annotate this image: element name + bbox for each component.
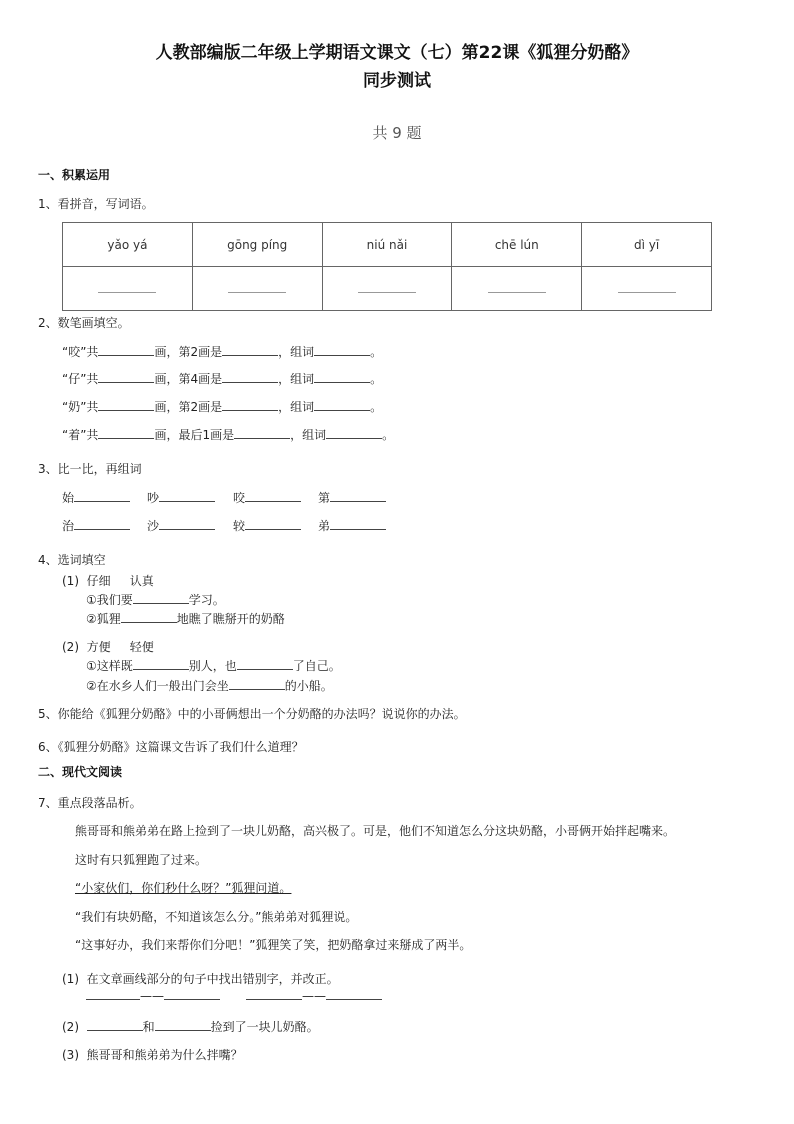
- answer-blank[interactable]: [159, 518, 215, 530]
- word-options: 仔细 认真: [86, 574, 154, 588]
- subquestion-2: [62, 1018, 319, 1035]
- answer-blank[interactable]: [98, 371, 154, 383]
- fill-sentence: [86, 610, 285, 627]
- pinyin-cell: gōng píng: [192, 223, 322, 267]
- stroke-row-text: ，组词: [278, 372, 315, 386]
- page-subtitle: 同步测试: [363, 71, 431, 91]
- compare-char: 治: [62, 519, 75, 533]
- subquestion-text: 在文章画线部分的句子中找出错别字，并改正。: [86, 972, 339, 986]
- compare-char-item: [318, 517, 386, 534]
- compare-char: 吵: [147, 491, 160, 505]
- sentence-text: 别人，也: [188, 659, 237, 673]
- fill-sentence: [86, 677, 333, 694]
- word-choice-options: [62, 572, 154, 589]
- answer-blank[interactable]: [358, 282, 416, 293]
- stroke-row: [62, 426, 394, 443]
- answer-cell[interactable]: [63, 267, 193, 311]
- reading-paragraph: “这事好办，我们来帮你们分吧！”狐狸笑了笑，把奶酪拿过来掰成了两半。: [75, 938, 472, 952]
- stroke-row-text: 画，第2画是: [154, 345, 223, 359]
- stroke-row-text: “咬”共: [62, 345, 99, 359]
- subquestion-3: [62, 1046, 243, 1063]
- answer-cell[interactable]: [322, 267, 452, 311]
- sub-number: (2): [62, 640, 79, 654]
- question-6-prompt: 6、《狐狸分奶酪》这篇课文告诉了我们什么道理？: [38, 740, 304, 754]
- answer-blank[interactable]: [314, 371, 370, 383]
- stroke-row-text: ，组词: [278, 345, 315, 359]
- sub-number: (1): [62, 972, 79, 986]
- answer-cell[interactable]: [192, 267, 322, 311]
- stroke-row-text: 。: [370, 372, 383, 386]
- compare-char-item: [62, 489, 130, 506]
- stroke-row-text: 。: [370, 345, 383, 359]
- sentence-text: 地瞧了瞧掰开的奶酪: [176, 612, 285, 626]
- reading-paragraph: “我们有块奶酪，不知道该怎么分。”熊弟弟对狐狸说。: [75, 910, 358, 924]
- stroke-row: [62, 343, 382, 360]
- answer-blank[interactable]: [159, 490, 215, 502]
- answer-blank[interactable]: [98, 282, 156, 293]
- section-title-accumulation: 一、积累运用: [38, 168, 111, 182]
- compare-char-item: [62, 517, 130, 534]
- subquestion-text: 和: [142, 1020, 155, 1034]
- answer-cell[interactable]: [452, 267, 582, 311]
- answer-blank[interactable]: [222, 399, 278, 411]
- sentence-text: 学习。: [188, 593, 225, 607]
- answer-blank[interactable]: [98, 344, 154, 356]
- sentence-text: 的小船。: [284, 679, 333, 693]
- compare-char: 第: [318, 491, 331, 505]
- compare-char: 弟: [318, 519, 331, 533]
- sentence-text: ①我们要: [86, 593, 133, 607]
- answer-blank[interactable]: [246, 988, 302, 1000]
- stroke-row-text: 画，第4画是: [154, 372, 223, 386]
- stroke-row-text: “奶”共: [62, 400, 99, 414]
- pinyin-cell: dì yī: [582, 223, 712, 267]
- stroke-row-text: “着”共: [62, 428, 99, 442]
- pinyin-cell: yǎo yá: [63, 223, 193, 267]
- subquestion-1: [62, 970, 339, 987]
- correction-blanks: [86, 988, 382, 1003]
- compare-char-item: [233, 489, 301, 506]
- answer-blank[interactable]: [314, 399, 370, 411]
- reading-paragraph-underlined: “小家伙们，你们秒什么呀？”狐狸问道。: [75, 881, 292, 895]
- question-2-prompt: 2、数笔画填空。: [38, 316, 130, 330]
- question-1-prompt: 1、看拼音，写词语。: [38, 197, 154, 211]
- answer-blank[interactable]: [121, 611, 177, 623]
- question-4-prompt: 4、选词填空: [38, 553, 106, 567]
- fill-sentence: [86, 591, 225, 608]
- sub-number: (1): [62, 574, 79, 588]
- answer-blank[interactable]: [98, 427, 154, 439]
- answer-blank[interactable]: [234, 427, 290, 439]
- compare-char: 沙: [147, 519, 160, 533]
- page-title: 人教部编版二年级上学期语文课文（七）第22课《狐狸分奶酪》: [155, 43, 639, 63]
- sub-number: (3): [62, 1048, 79, 1062]
- answer-blank[interactable]: [326, 427, 382, 439]
- sentence-text: ②狐狸: [86, 612, 121, 626]
- compare-char: 始: [62, 491, 75, 505]
- question-3-prompt: 3、比一比，再组词: [38, 462, 142, 476]
- answer-blank[interactable]: [164, 988, 220, 1000]
- reading-paragraph: 熊哥哥和熊弟弟在路上捡到了一块儿奶酪，高兴极了。可是，他们不知道怎么分这块奶酪，小哥俩开始拌起嘴来。: [75, 824, 676, 838]
- reading-paragraph: 这时有只狐狸跑了过来。: [75, 853, 208, 867]
- answer-blank[interactable]: [326, 988, 382, 1000]
- answer-blank[interactable]: [87, 1019, 143, 1031]
- answer-blank[interactable]: [222, 371, 278, 383]
- answer-blank[interactable]: [314, 344, 370, 356]
- section-title-reading: 二、现代文阅读: [38, 765, 123, 779]
- answer-blank[interactable]: [228, 282, 286, 293]
- pinyin-table: [62, 222, 712, 311]
- answer-blank[interactable]: [229, 678, 285, 690]
- compare-char-item: [147, 489, 215, 506]
- answer-blank[interactable]: [245, 490, 301, 502]
- answer-blank[interactable]: [330, 518, 386, 530]
- question-count: 共 9 题: [372, 124, 422, 142]
- question-5-prompt: 5、你能给《狐狸分奶酪》中的小哥俩想出一个分奶酪的办法吗？说说你的办法。: [38, 707, 466, 721]
- stroke-row: [62, 370, 382, 387]
- answer-blank[interactable]: [133, 592, 189, 604]
- stroke-row-text: ，组词: [278, 400, 315, 414]
- answer-blank[interactable]: [86, 988, 140, 1000]
- subquestion-text: 熊哥哥和熊弟弟为什么拌嘴？: [86, 1048, 243, 1062]
- sub-number: (2): [62, 1020, 79, 1034]
- word-options: 方便 轻便: [86, 640, 154, 654]
- question-7-prompt: 7、重点段落品析。: [38, 796, 142, 810]
- answer-blank[interactable]: [618, 282, 676, 293]
- stroke-row-text: 画，第2画是: [154, 400, 223, 414]
- answer-blank[interactable]: [133, 658, 189, 670]
- answer-blank[interactable]: [155, 1019, 211, 1031]
- stroke-row-text: 。: [370, 400, 383, 414]
- compare-char: 咬: [233, 491, 246, 505]
- answer-blank[interactable]: [74, 518, 130, 530]
- dash: ——: [140, 989, 164, 1003]
- compare-char: 较: [233, 519, 246, 533]
- stroke-row: [62, 398, 382, 415]
- stroke-row-text: 画，最后1画是: [154, 428, 235, 442]
- compare-char-item: [318, 489, 386, 506]
- compare-char-item: [147, 517, 215, 534]
- compare-char-item: [233, 517, 301, 534]
- answer-blank[interactable]: [245, 518, 301, 530]
- answer-cell[interactable]: [582, 267, 712, 311]
- sentence-text: 了自己。: [292, 659, 341, 673]
- fill-sentence: [86, 657, 341, 674]
- answer-blank[interactable]: [74, 490, 130, 502]
- pinyin-cell: chē lún: [452, 223, 582, 267]
- dash: ——: [302, 989, 326, 1003]
- sentence-text: ②在水乡人们一般出门会坐: [86, 679, 229, 693]
- subquestion-text: 捡到了一块儿奶酪。: [210, 1020, 319, 1034]
- answer-blank[interactable]: [330, 490, 386, 502]
- answer-blank[interactable]: [237, 658, 293, 670]
- stroke-row-text: 。: [382, 428, 395, 442]
- stroke-row-text: ，组词: [290, 428, 327, 442]
- answer-blank[interactable]: [98, 399, 154, 411]
- stroke-row-text: “仔”共: [62, 372, 99, 386]
- pinyin-cell: niú nǎi: [322, 223, 452, 267]
- answer-blank[interactable]: [222, 344, 278, 356]
- sentence-text: ①这样既: [86, 659, 133, 673]
- answer-blank[interactable]: [488, 282, 546, 293]
- word-choice-options: [62, 638, 154, 655]
